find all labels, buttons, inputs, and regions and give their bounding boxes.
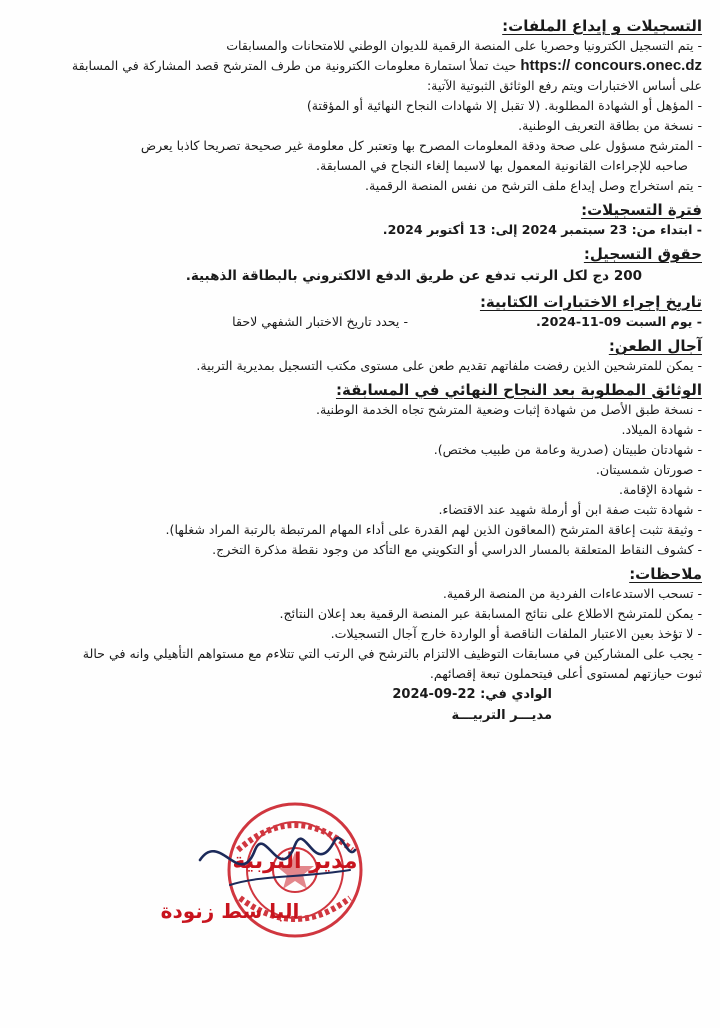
official-stamp-graphic (80, 790, 400, 960)
signatory-title: مديـــر التربيـــة (451, 708, 552, 723)
documents-item: - نسخة طبق الأصل من شهادة إثبات وضعية المترشح تجاه الخدمة الوطنية. (316, 402, 702, 417)
notes-heading: ملاحظات: (629, 565, 702, 583)
registration-line-1: - يتم التسجيل الكترونيا وحصريا على المنصة الرقمية للديوان الوطني للامتحانات والمسابقات (226, 38, 702, 53)
notes-item: - يمكن للمترشح الاطلاع على نتائج المسابقة عبر المنصة الرقمية بعد إعلان النتائج. (279, 606, 702, 621)
written-exam-row (20, 312, 702, 332)
documents-item: - شهادة الميلاد. (621, 422, 702, 437)
registration-line-7: صاحبه للإجراءات القانونية المعمول بها لاسيما إلغاء النجاح في المسابقة. (315, 158, 688, 173)
registration-line-5: - نسخة من بطاقة التعريف الوطنية. (518, 118, 702, 133)
appeal-line: - يمكن للمترشحين الذين رفضت ملفاتهم تقديم طعن على مستوى مكتب التسجيل بمديرية التربية. (196, 358, 702, 373)
registration-line-2 (20, 56, 702, 76)
registration-line-3: على أساس الاختبارات ويتم رفع الوثائق الثبوتية الآتية: (426, 78, 702, 93)
written-exam-heading: تاريخ إجراء الاختبارات الكتابية: (479, 293, 702, 311)
appeal-heading: آجال الطعن: (608, 337, 702, 355)
oral-exam-note: - يحدد تاريخ الاختبار الشفهي لاحقا (232, 314, 408, 329)
notes-item-continuation: ثبوت حيازتهم لمستوى أعلى فيتحملون تبعة إقصائهم. (429, 666, 702, 681)
period-line: - ابتداء من: 23 سبتمبر 2024 إلى: 13 أكتوبر 2024. (382, 222, 702, 237)
documents-item: - وثيقة تثبت إعاقة المترشح (المعاقون الذين لهم القدرة على أداء المهام المرتبطة بالرتبة المراد شغلها). (165, 522, 702, 537)
notes-item: - لا تؤخذ بعين الاعتبار الملفات الناقصة أو الواردة خارج آجال التسجيلات. (330, 626, 702, 641)
registration-line-2-text: حيث تملأ استمارة معلومات الكترونية من طرف المترشح قصد المشاركة في المسابقة (71, 58, 517, 73)
registration-line-4: - المؤهل أو الشهادة المطلوبة. (لا تقبل إلا شهادات النجاح النهائية أو المؤقتة) (306, 98, 702, 113)
notes-list (20, 584, 702, 684)
registration-heading: التسجيلات و إيداع الملفات: (502, 17, 702, 35)
stamp-text-title: مدير التربية (232, 849, 358, 874)
documents-heading: الوثائق المطلوبة بعد النجاح النهائي في المسابقة: (335, 381, 702, 399)
documents-item: - شهادة الإقامة. (619, 482, 702, 497)
documents-item: - كشوف النقاط المتعلقة بالمسار الدراسي أو التكويني مع التأكد من وجود نقطة مذكرة التخرج. (212, 542, 702, 557)
stamp-and-signature (80, 790, 400, 960)
documents-item: - شهادة تثبت صفة ابن أو أرملة شهيد عند الاقتضاء. (438, 502, 702, 517)
written-exam-date: - يوم السبت 09-11-2024. (536, 314, 702, 329)
place-date: الوادي في: 22-09-2024 (392, 687, 552, 702)
stamp-text-name: البا سط زنودة (160, 899, 300, 923)
platform-url[interactable]: https:// concours.onec.dz (520, 57, 702, 74)
fees-heading: حقوق التسجيل: (583, 245, 702, 263)
notes-item: - تسحب الاستدعاءات الفردية من المنصة الرقمية. (442, 586, 702, 601)
notes-item: - يجب على المشاركين في مسابقات التوظيف الالتزام بالترشح في الرتب التي تتلاءم مع مستواهم التأهيلي وانه في حالة (82, 646, 702, 661)
registration-line-6: - المترشح مسؤول على صحة ودقة المعلومات المصرح بها وتعتبر كل معلومة غير صحيحة تصريحا كاذبا يعرض (140, 138, 702, 153)
registration-line-8: - يتم استخراج وصل إيداع ملف الترشح من نفس المنصة الرقمية. (365, 178, 702, 193)
documents-item: - شهادتان طبيتان (صدرية وعامة من طبيب مختص). (433, 442, 702, 457)
documents-list (20, 400, 702, 560)
documents-item: - صورتان شمسيتان. (595, 462, 702, 477)
period-heading: فترة التسجيلات: (581, 201, 702, 219)
fees-line: 200 دج لكل الرتب تدفع عن طريق الدفع الالكتروني بالبطاقة الذهبية. (185, 268, 642, 284)
